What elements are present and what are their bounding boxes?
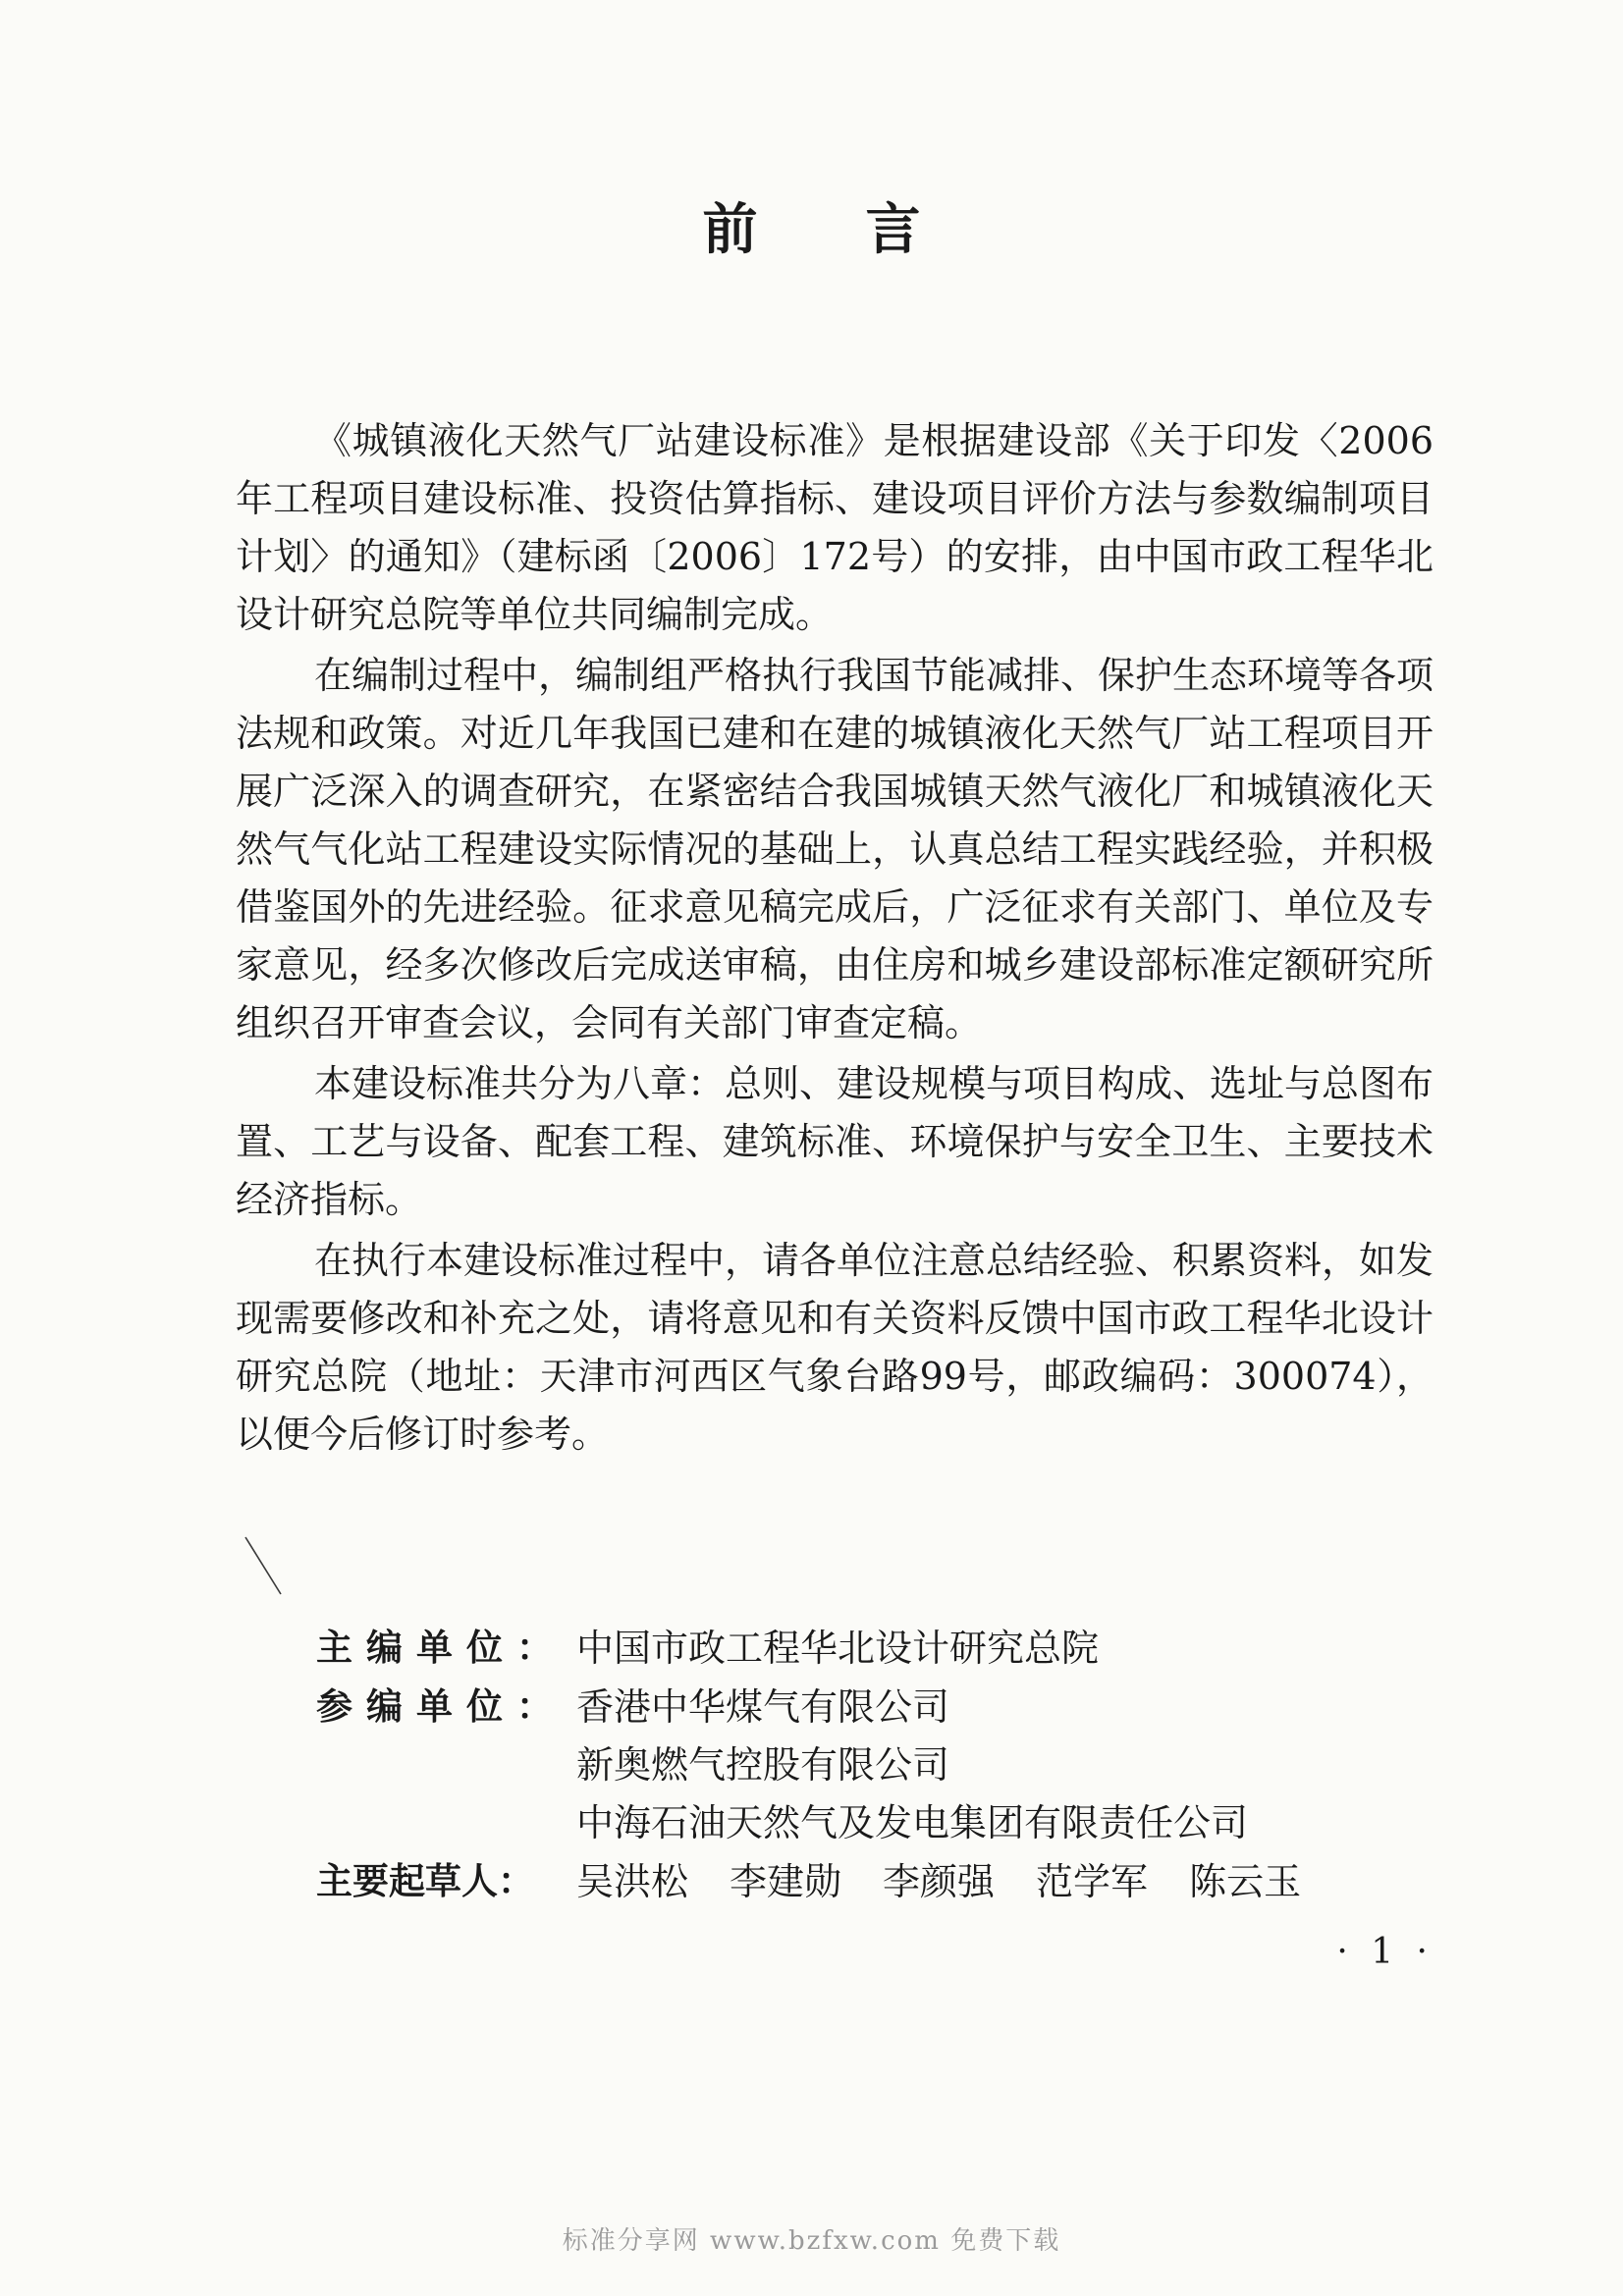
page-number: · 1 ·	[1336, 1932, 1434, 1972]
drafters-row	[316, 1853, 1435, 1910]
pen-stroke-mark	[243, 1531, 312, 1600]
participating-unit: 中海石油天然气及发电集团有限责任公司	[576, 1801, 1249, 1844]
participating-units-row	[316, 1679, 1435, 1852]
drafter-name: 吴洪松	[576, 1860, 689, 1903]
watermark-footer: 标准分享网 www.bzfxw.com 免费下载	[562, 2226, 1061, 2256]
chief-editor-label: 主编单位：	[316, 1627, 567, 1669]
chief-editor-row	[316, 1620, 1435, 1678]
drafter-name: 李建勋	[730, 1860, 842, 1903]
page-title: 前言	[702, 198, 1029, 262]
paragraph-3: 本建设标准共分为八章：总则、建设规模与项目构成、选址与总图布置、工艺与设备、配套工程、建筑标准、环境保护与安全卫生、主要技术经济指标。	[236, 1062, 1434, 1221]
participating-units-label: 参编单位：	[316, 1685, 567, 1728]
paragraph-4: 在执行本建设标准过程中，请各单位注意总结经验、积累资料，如发现需要修改和补充之处，请将意见和有关资料反馈中国市政工程华北设计研究总院（地址：天津市河西区气象台路99号，邮政编码：300074），以便今后修订时参考。	[236, 1239, 1434, 1456]
drafters-label: 主要起草人：	[316, 1860, 534, 1902]
credits-block	[316, 1620, 1435, 1911]
drafter-name: 陈云玉	[1189, 1860, 1302, 1903]
participating-unit: 新奥燃气控股有限公司	[576, 1743, 950, 1787]
drafters-list	[576, 1853, 1301, 1910]
chief-editor-unit: 中国市政工程华北设计研究总院	[576, 1627, 1100, 1670]
preface-body	[236, 412, 1434, 1467]
paragraph-1: 《城镇液化天然气厂站建设标准》是根据建设部《关于印发〈2006年工程项目建设标准、投资估算指标、建设项目评价方法与参数编制项目计划〉的通知》（建标函〔2006〕172号）的安排，由中国市政工程华北设计研究总院等单位共同编制完成。	[236, 419, 1434, 636]
participating-unit: 香港中华煤气有限公司	[576, 1685, 950, 1729]
drafter-name: 李颜强	[883, 1860, 996, 1903]
drafter-name: 范学军	[1036, 1860, 1149, 1903]
paragraph-2: 在编制过程中，编制组严格执行我国节能减排、保护生态环境等各项法规和政策。对近几年我国已建和在建的城镇液化天然气厂站工程项目开展广泛深入的调查研究，在紧密结合我国城镇天然气液化厂和城镇液化天然气气化站工程建设实际情况的基础上，认真总结工程实践经验，并积极借鉴国外的先进经验。征求意见稿完成后，广泛征求有关部门、单位及专家意见，经多次修改后完成送审稿，由住房和城乡建设部标准定额研究所组织召开审查会议，会同有关部门审查定稿。	[236, 654, 1434, 1044]
